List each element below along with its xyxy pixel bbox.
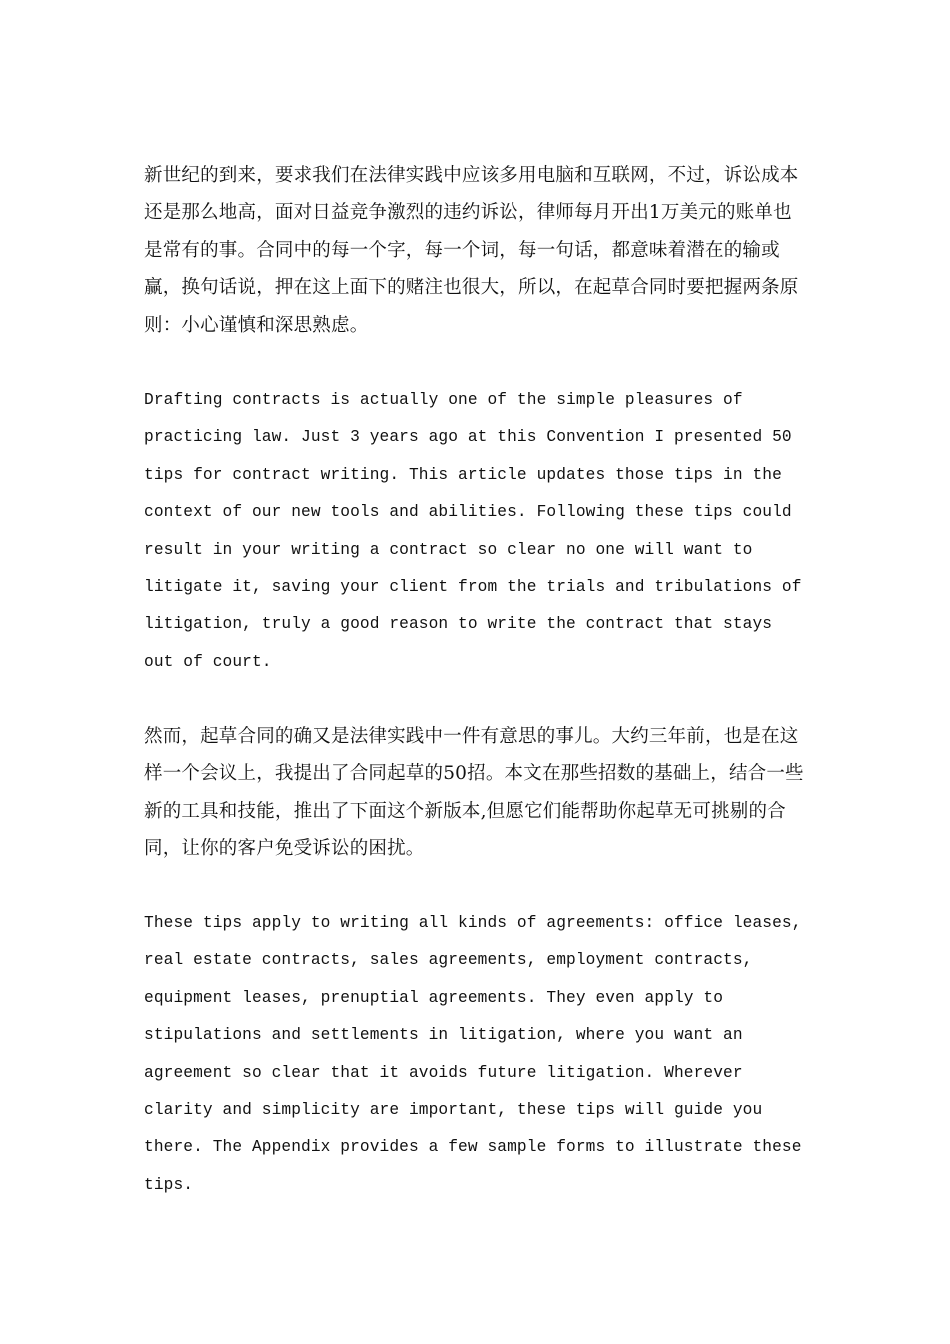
paragraph-english-tips: These tips apply to writing all kinds of agreements: office leases, real estate contracts, sales agreements, employment contracts, equipment leases, prenuptial agreements. They even apply to stipulations and settlements in litigation, where you want an agreement so clear that it avoids future litigation. Wherever clarity and simplicity are important, these tips will guide you there. The Appendix provides a few sample forms to illustrate these tips. — [144, 914, 802, 1194]
paragraph-chinese-intro: 新世纪的到来，要求我们在法律实践中应该多用电脑和互联网，不过，诉讼成本还是那么地高，面对日益竞争激烈的违约诉讼，律师每月开出1万美元的账单也是常有的事。合同中的每一个字，每一个词，每一句话，都意味着潜在的输或赢，换句话说，押在这上面下的赌注也很大，所以，在起草合同时要把握两条原则：小心谨慎和深思熟虑。 — [144, 165, 799, 336]
paragraph-english-intro: Drafting contracts is actually one of the simple pleasures of practicing law. Just 3 years ago at this Convention I presented 50 tips for contract writing. This article updates those tips in the context of our new tools and abilities. Following these tips could result in your writing a contract so clear no one will want to litigate it, saving your client from the trials and tribulations of litigation, truly a good reason to write the contract that stays out of court. — [144, 391, 802, 671]
paragraph-chinese-tips: 然而，起草合同的确又是法律实践中一件有意思的事儿。大约三年前，也是在这样一个会议上，我提出了合同起草的50招。本文在那些招数的基础上，结合一些新的工具和技能，推出了下面这个新版本,但愿它们能帮助你起草无可挑剔的合同，让你的客户免受诉讼的困扰。 — [144, 726, 804, 860]
